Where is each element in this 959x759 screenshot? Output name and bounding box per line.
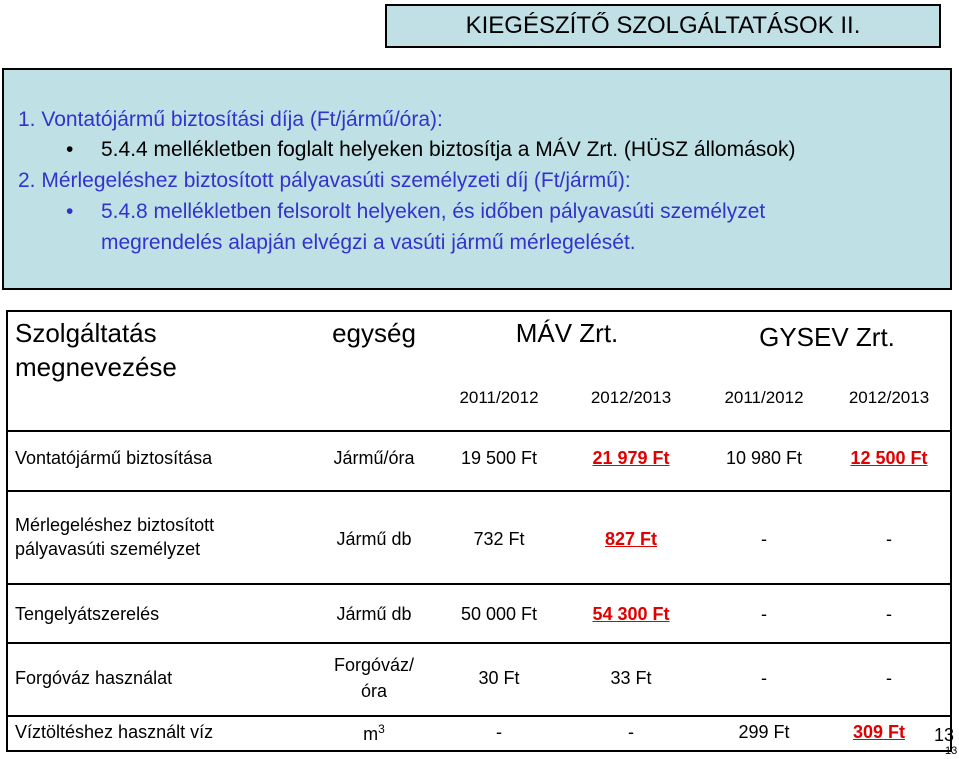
slide-title-text: KIEGÉSZÍTŐ SZOLGÁLTATÁSOK II. (465, 12, 861, 39)
row-5-gysev-2: 309 Ft (852, 722, 906, 742)
header-year-mav-1: 2011/2012 (459, 388, 539, 407)
info-item-2: 2. Mérlegeléshez biztosított pályavasúti személyzeti díj (Ft/jármű): (18, 169, 631, 192)
row-3-gysev-1: - (761, 604, 767, 624)
row-3-unit: Jármű db (336, 604, 412, 624)
header-year-gysev-1: 2011/2012 (724, 388, 804, 407)
header-mav: MÁV Zrt. (515, 318, 619, 348)
info-item-1: 1. Vontatójármű biztosítási díja (Ft/jármű/óra): (18, 108, 443, 131)
row-4-unit-line-2: óra (360, 681, 387, 701)
row-2-mav-1: 732 Ft (473, 529, 525, 549)
info-bullet-2-line-2: megrendelés alapján elvégzi a vasúti jármű mérlegelését. (101, 231, 636, 254)
table-divider (8, 583, 950, 585)
info-bullet-2-line-1: 5.4.8 mellékletben felsorolt helyeken, és időben pályavasúti személyzet (101, 200, 766, 223)
row-4-mav-1: 30 Ft (478, 668, 520, 688)
row-3-mav-2: 54 300 Ft (592, 604, 670, 624)
header-service-line-1: Szolgáltatás (15, 318, 157, 348)
header-unit: egység (332, 318, 416, 348)
info-bullet-1: 5.4.4 mellékletben foglalt helyeken biztosítja a MÁV Zrt. (HÜSZ állomások) (101, 138, 796, 161)
row-5-mav-2: - (628, 722, 634, 742)
row-4-unit-line-1: Forgóváz/ (333, 655, 415, 675)
price-table (6, 310, 955, 752)
table-divider (8, 715, 950, 717)
row-2-name-line-1: Mérlegeléshez biztosított (15, 515, 215, 535)
header-year-gysev-2: 2012/2013 (848, 388, 930, 407)
row-4-name: Forgóváz használat (15, 668, 173, 688)
row-2-unit: Jármű db (336, 529, 412, 549)
header-service-line-2: megnevezése (15, 352, 177, 382)
row-4-mav-2: 33 Ft (610, 668, 652, 688)
bullet-icon: • (66, 200, 74, 223)
row-1-name: Vontatójármű biztosítása (15, 448, 213, 468)
header-gysev: GYSEV Zrt. (759, 322, 895, 352)
table-divider (8, 490, 950, 492)
header-year-mav-2: 2012/2013 (590, 388, 672, 407)
row-1-mav-1: 19 500 Ft (460, 448, 538, 468)
table-divider (8, 642, 950, 644)
page-number: 13 (934, 725, 955, 745)
row-2-name-line-2: pályavasúti személyzet (15, 539, 201, 559)
bullet-icon: • (66, 138, 74, 161)
row-2-gysev-2: - (886, 529, 892, 549)
page-number-small: 13 (945, 745, 958, 757)
row-1-mav-2: 21 979 Ft (592, 448, 670, 468)
row-4-gysev-1: - (761, 668, 767, 688)
slide-title (385, 4, 941, 48)
row-3-name: Tengelyátszerelés (15, 604, 160, 624)
row-4-gysev-2: - (886, 668, 892, 688)
row-1-gysev-2: 12 500 Ft (850, 448, 928, 468)
table-divider (8, 430, 950, 432)
row-1-gysev-1: 10 980 Ft (725, 448, 803, 468)
row-5-mav-1: - (496, 722, 502, 742)
row-5-unit (322, 722, 426, 745)
row-1-unit: Jármű/óra (333, 448, 415, 468)
info-box (2, 68, 952, 290)
row-5-unit-base: m (363, 724, 379, 744)
row-3-mav-1: 50 000 Ft (460, 604, 538, 624)
row-2-gysev-1: - (761, 529, 767, 549)
row-2-mav-2: 827 Ft (604, 529, 658, 549)
row-3-gysev-2: - (886, 604, 892, 624)
row-5-name: Víztöltéshez használt víz (15, 722, 214, 742)
row-5-gysev-1: 299 Ft (738, 722, 790, 742)
row-5-unit-sup: 3 (378, 722, 385, 736)
